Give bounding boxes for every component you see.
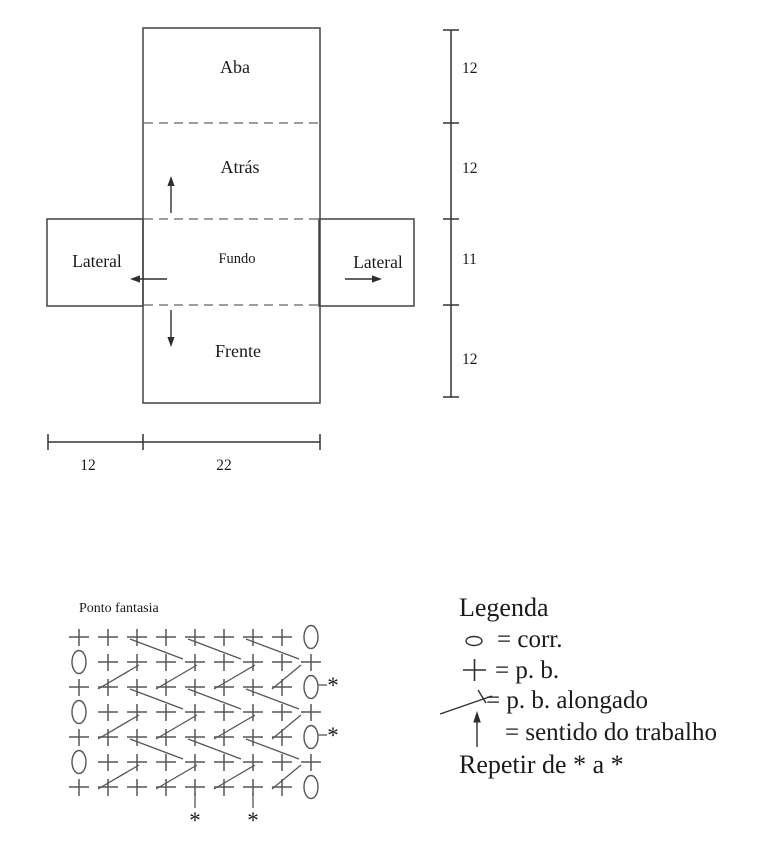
chain-icon xyxy=(72,751,86,774)
repeat-marker: * xyxy=(327,673,339,698)
elongated-single-crochet-icon xyxy=(98,665,139,689)
arrow-up-icon xyxy=(167,176,174,213)
piece-label-bottom: Fundo xyxy=(218,251,256,267)
piece-label-back: Atrás xyxy=(220,157,260,177)
repeat-marker: * xyxy=(247,808,259,833)
repeat-marker: * xyxy=(327,723,339,748)
elongated-single-crochet-icon xyxy=(188,639,241,659)
vertical-ruler xyxy=(443,30,459,397)
legend-repeat-note: Repetir de * a * xyxy=(459,750,624,779)
elongated-single-crochet-icon xyxy=(156,715,197,739)
horizontal-measurement: 22 xyxy=(216,457,232,474)
piece-label-front: Frente xyxy=(215,341,261,361)
elongated-single-crochet-icon xyxy=(130,739,183,759)
vertical-measurement: 11 xyxy=(462,251,477,268)
stitch-chart xyxy=(69,626,339,834)
legend-title: Legenda xyxy=(459,593,549,622)
arrow-left-icon xyxy=(130,275,167,282)
legend-item-work-direction: = sentido do trabalho xyxy=(505,719,717,746)
chain-icon xyxy=(304,626,318,649)
legend-symbols xyxy=(440,637,492,748)
elongated-single-crochet-icon xyxy=(188,739,241,759)
arrow-right-icon xyxy=(345,275,382,282)
arrow-down-icon xyxy=(167,310,174,347)
repeat-marker: * xyxy=(189,808,201,833)
elongated-single-crochet-icon xyxy=(156,765,197,789)
elongated-single-crochet-icon xyxy=(214,665,255,689)
elongated-single-crochet-icon xyxy=(130,689,183,709)
elongated-single-crochet-icon xyxy=(214,715,255,739)
elongated-single-crochet-icon xyxy=(188,689,241,709)
vertical-measurement: 12 xyxy=(462,351,478,368)
horizontal-measurement: 12 xyxy=(80,457,96,474)
piece-label-side-left: Lateral xyxy=(72,251,122,271)
piece-label-flap: Aba xyxy=(220,57,250,77)
work-direction-icon xyxy=(473,711,481,747)
piece-label-side-right: Lateral xyxy=(353,252,403,272)
horizontal-ruler xyxy=(48,434,320,450)
chain-icon xyxy=(72,701,86,724)
stitch-chart-title: Ponto fantasia xyxy=(79,601,159,616)
chain-icon xyxy=(72,651,86,674)
elongated-single-crochet-icon xyxy=(440,690,492,714)
legend-item-chain: = corr. xyxy=(497,626,563,653)
elongated-single-crochet-icon xyxy=(130,639,183,659)
vertical-measurement: 12 xyxy=(462,160,478,177)
elongated-single-crochet-icon xyxy=(98,765,139,789)
fold-lines xyxy=(144,123,319,305)
elongated-single-crochet-icon xyxy=(214,765,255,789)
elongated-single-crochet-icon xyxy=(272,665,301,689)
elongated-single-crochet-icon xyxy=(246,689,299,709)
elongated-single-crochet-icon xyxy=(272,715,301,739)
chain-icon xyxy=(304,726,318,749)
chain-icon xyxy=(304,776,318,799)
legend-item-elongated: = p. b. alongado xyxy=(486,687,648,714)
elongated-single-crochet-icon xyxy=(98,715,139,739)
chain-icon xyxy=(466,637,482,646)
legend-item-single-crochet: = p. b. xyxy=(495,657,560,684)
elongated-single-crochet-icon xyxy=(246,639,299,659)
elongated-single-crochet-icon xyxy=(156,665,197,689)
elongated-single-crochet-icon xyxy=(272,765,301,789)
single-crochet-icon xyxy=(463,659,486,681)
vertical-measurement: 12 xyxy=(462,60,478,77)
elongated-single-crochet-icon xyxy=(246,739,299,759)
chain-icon xyxy=(304,676,318,699)
